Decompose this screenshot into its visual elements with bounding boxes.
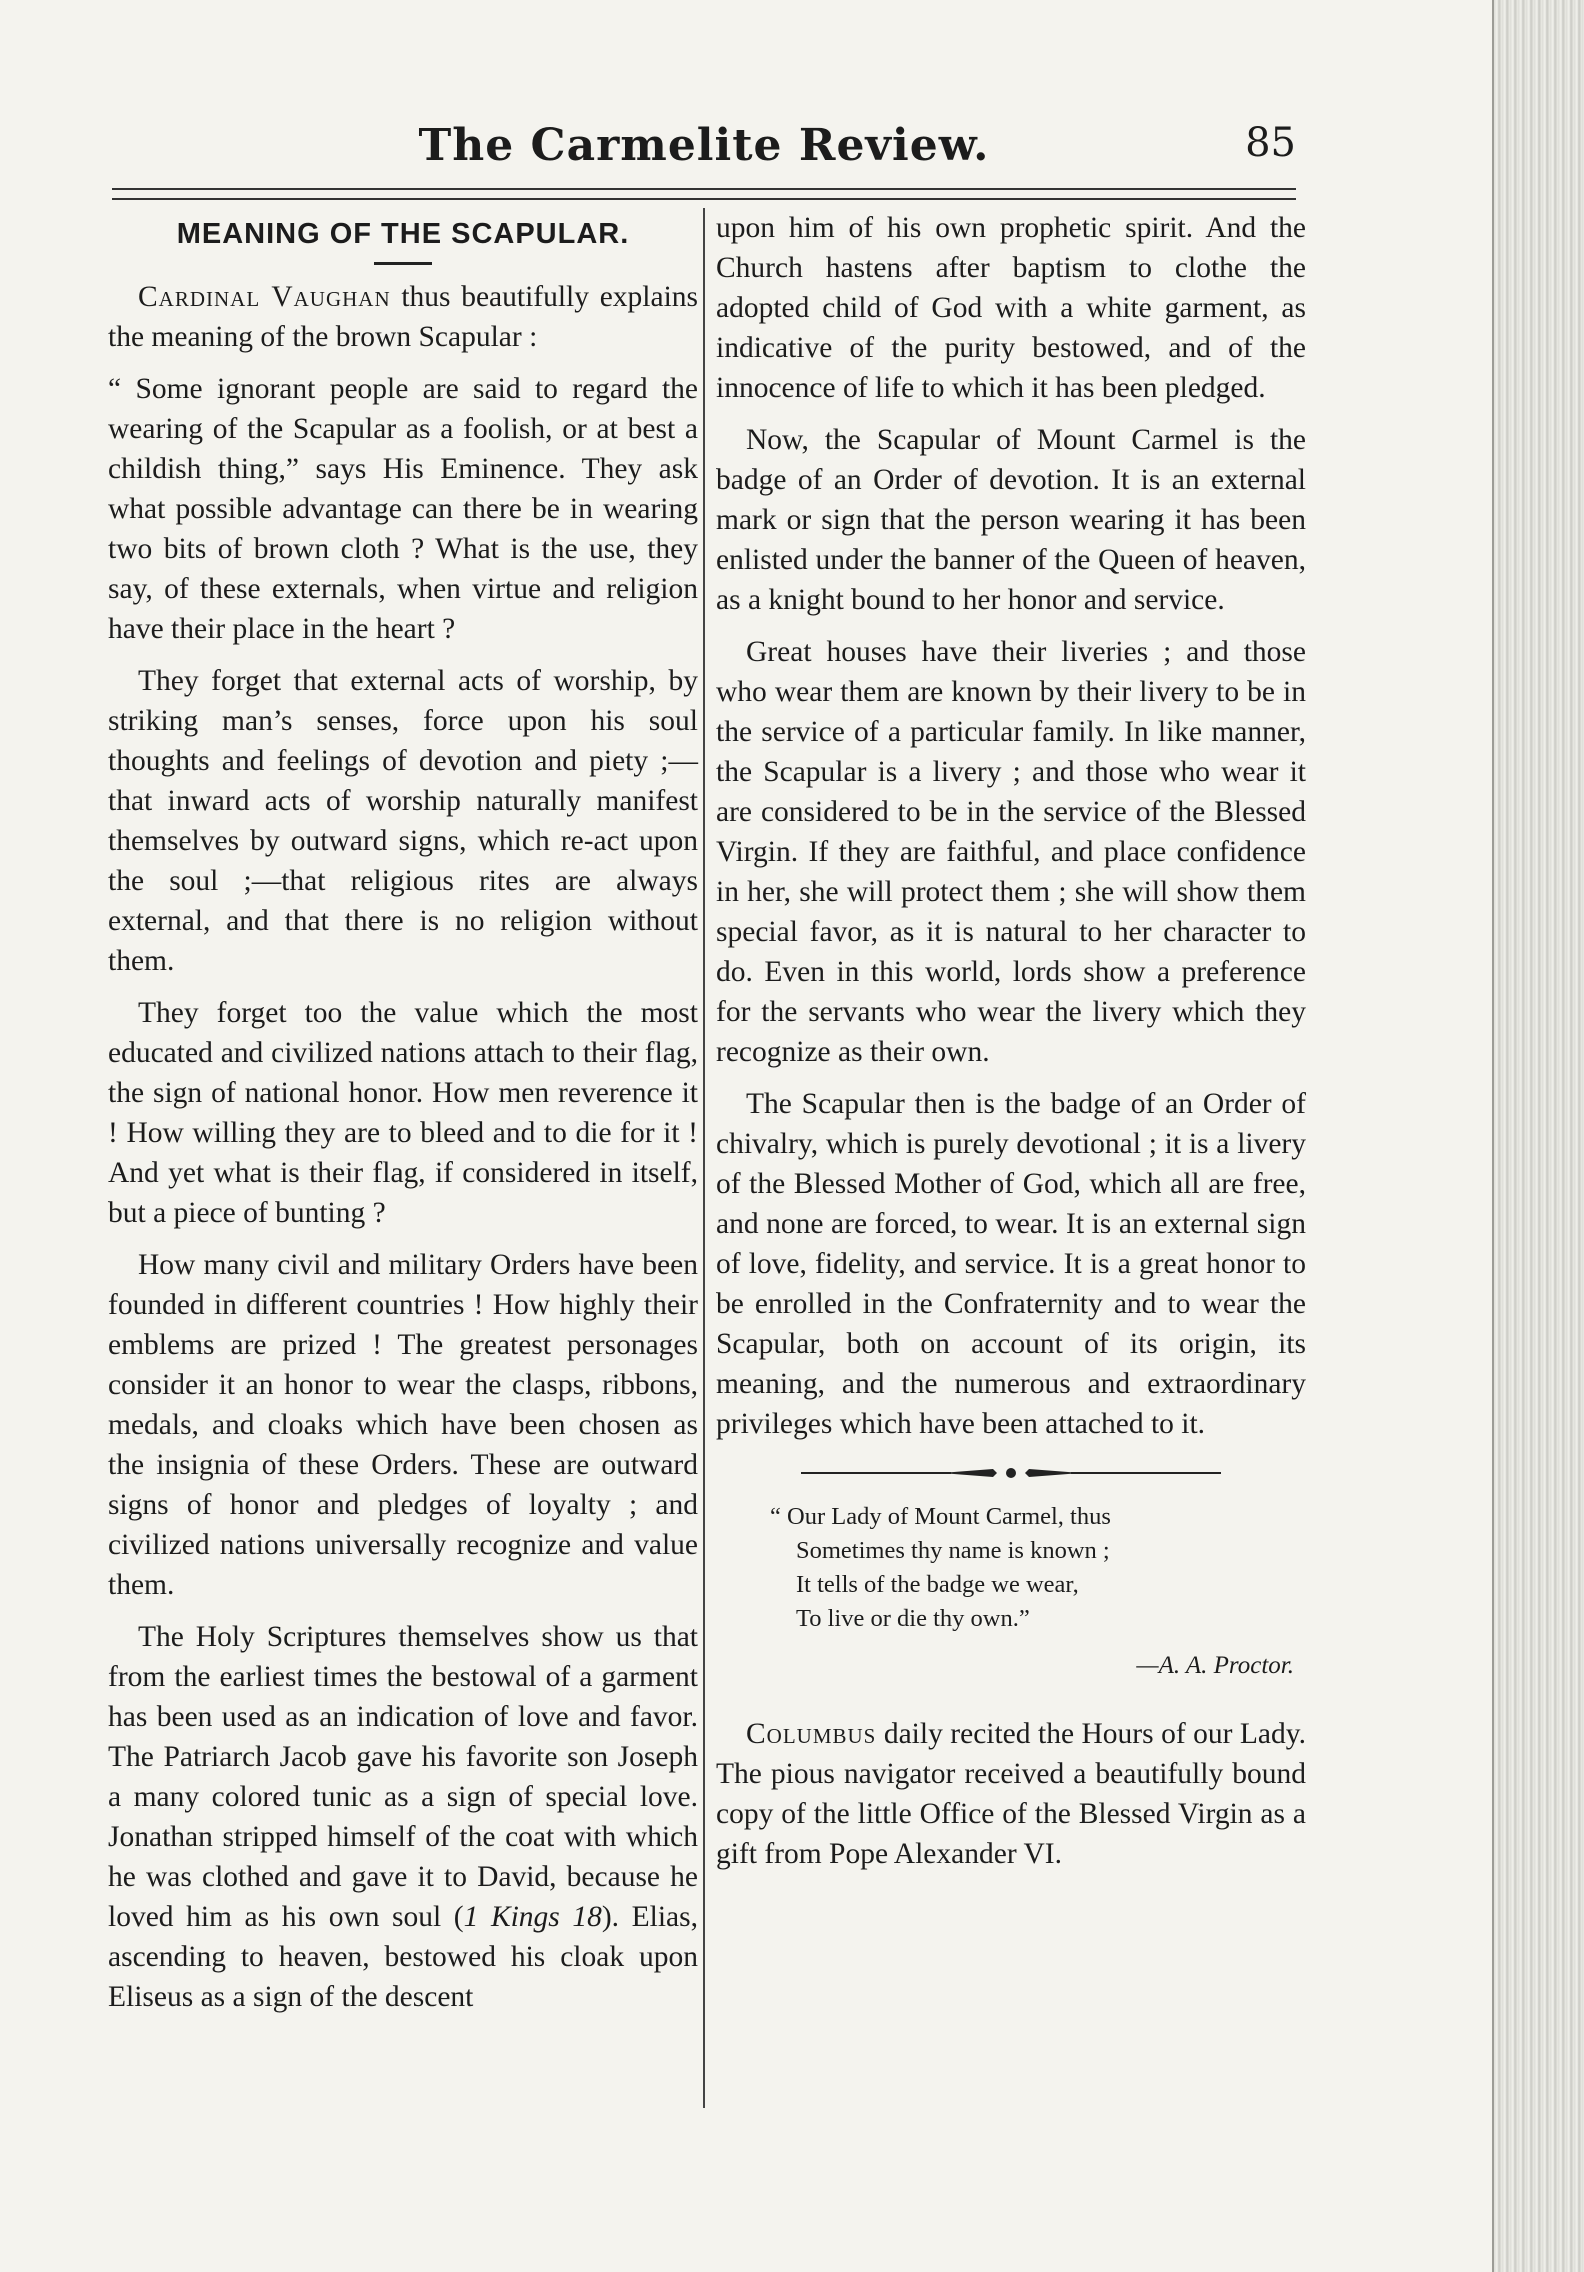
title-dash	[374, 262, 432, 265]
journal-title: The Carmelite Review.	[418, 120, 990, 171]
intro-paragraph	[108, 277, 698, 357]
left-column	[108, 208, 698, 2118]
right-column	[716, 208, 1306, 2118]
book-page-edge	[1492, 0, 1584, 2272]
continuation-paragraph: upon him of his own prophetic spirit. And the Church hastens after baptism to clothe the adopted child of God with a white garment, as indicative of the purity bestowed, and of the innocence of life to which it has been pledged.	[716, 212, 1306, 404]
ornamental-rule-icon	[801, 1466, 1221, 1480]
note-name: Columbus	[746, 1718, 877, 1750]
page-number: 85	[1245, 120, 1296, 166]
poem-attribution: —A. A. Proctor.	[1136, 1652, 1294, 1679]
paragraph-scripture	[108, 1617, 698, 2017]
paragraph: How many civil and military Orders have been founded in different countries ! How highly their emblems are prized ! The greatest personages consider it an honor to wear the clasps, ribbons, medals, and cloaks which have been chosen as the insignia of these Orders. These are outward signs of honor and pledges of loyalty ; and civilized nations universally recognize and value them.	[108, 1249, 698, 1601]
column-divider	[703, 208, 705, 2108]
paragraph: They forget that external acts of worship, by striking man’s senses, force upon his soul thoughts and feelings of devotion and piety ;—that inward acts of worship naturally manifest themselves by outward signs, which re-act upon the soul ;—that religious rites are always external, and that there is no religion without them.	[108, 665, 698, 977]
paragraph: Great houses have their liveries ; and those who wear them are known by their livery to be in the service of a particular family. In like manner, the Scapular is a livery ; and those who wear it are considered to be in the service of the Blessed Virgin. If they are faithful, and place confidence in her, she will protect them ; she will show them special favor, as it is natural to her character to do. Even in this world, lords show a preference for the servants who wear the livery which they recognize as their own.	[716, 636, 1306, 1068]
running-header	[112, 112, 1296, 182]
note-text: daily recited the Hours of our Lady. The pious navigator received a beautifully bound copy of the little Office of the Blessed Virgin as a gift from Pope Alexander VI.	[716, 1718, 1306, 1870]
intro-name: Cardinal Vaughan	[138, 281, 391, 313]
poem-line: Sometimes thy name is known ;	[796, 1537, 1110, 1564]
kings-reference: 1 Kings 18	[463, 1901, 602, 1933]
poem	[770, 1500, 1306, 1636]
intro-text: thus beautifully explains the meaning of the brown Scapular :	[108, 281, 699, 353]
header-rule	[112, 188, 1296, 200]
scripture-text: The Holy Scriptures themselves show us that from the earliest times the bestowal of a garment has been used as an indication of love and favor. The Patriarch Jacob gave his favorite son Joseph a many colored tunic as a sign of special love. Jonathan stripped himself of the coat with which he was clothed and gave it to David, because he loved him as his own soul (	[108, 1621, 698, 1933]
poem-line: To live or die thy own.”	[796, 1605, 1030, 1632]
paragraph: “ Some ignorant people are said to regard the wearing of the Scapular as a foolish, or at best a childish thing,” says His Eminence. They ask what possible advantage can there be in wearing two bits of brown cloth ? What is the use, they say, of these externals, when virtue and religion have their place in the heart ?	[108, 373, 698, 645]
paragraph: Now, the Scapular of Mount Carmel is the badge of an Order of devotion. It is an external mark or sign that the person wearing it has been enlisted under the banner of the Queen of heaven, as a knight bound to her honor and service.	[716, 424, 1306, 616]
poem-line: It tells of the badge we wear,	[796, 1571, 1079, 1598]
paragraph: They forget too the value which the most educated and civilized nations attach to their flag, the sign of national honor. How men reverence it ! How willing they are to bleed and to die for it ! And yet what is their flag, if considered in itself, but a piece of bunting ?	[108, 997, 698, 1229]
paragraph: The Scapular then is the badge of an Order of chivalry, which is purely devotional ; it is a livery of the Blessed Mother of God, which all are free, and none are forced, to wear. It is an external sign of love, fidelity, and service. It is a great honor to be enrolled in the Confraternity and to wear the Scapular, both on account of its origin, its meaning, and the numerous and extraordinary privileges which have been attached to it.	[716, 1088, 1306, 1440]
article-title: MEANING OF THE SCAPULAR.	[176, 218, 630, 250]
columbus-note	[716, 1714, 1306, 1874]
poem-line: “ Our Lady of Mount Carmel, thus	[770, 1503, 1111, 1530]
scripture-text-end: ). Elias, ascending to heaven, bestowed his cloak upon Eliseus as a sign of the descent	[108, 1901, 698, 2013]
